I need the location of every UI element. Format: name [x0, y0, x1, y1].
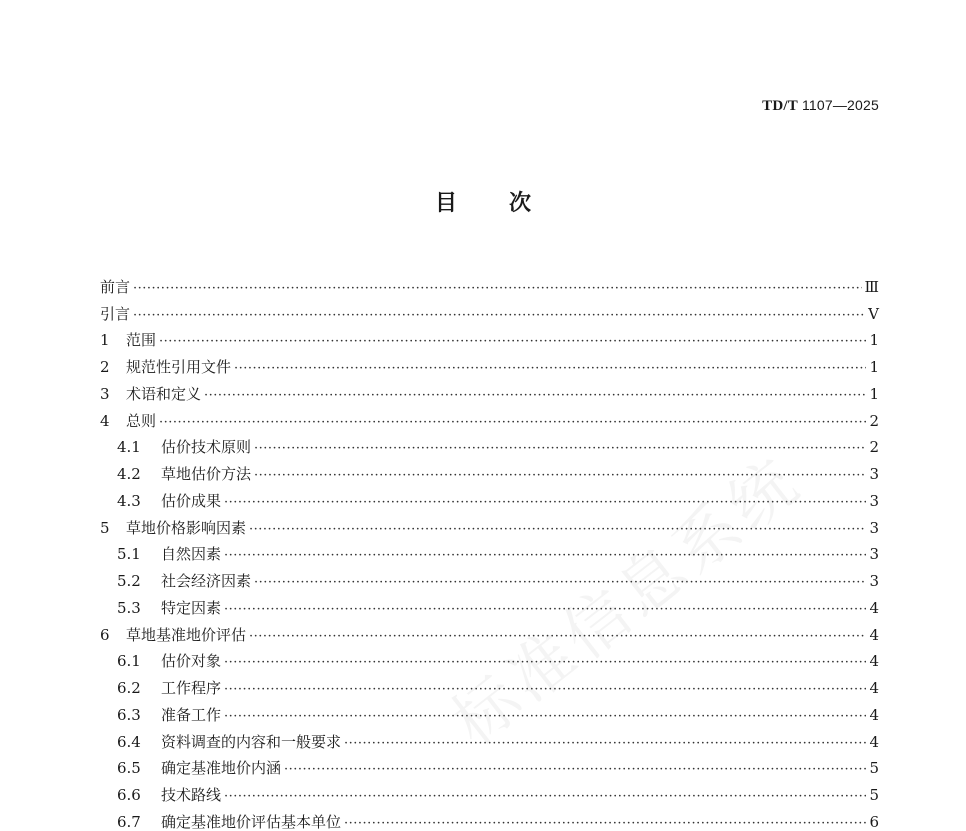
toc-entry[interactable]	[100, 509, 879, 536]
toc-leader-dots	[344, 737, 866, 750]
toc-entry-page: 4	[869, 705, 879, 724]
toc-leader-dots	[234, 362, 866, 375]
toc-entry-page: 4	[869, 625, 879, 644]
page-title: 目次	[434, 191, 583, 216]
toc-entry-number: 5.3	[117, 598, 141, 617]
toc-entry-page: 2	[869, 411, 879, 430]
toc-entry-number: 2	[100, 358, 110, 376]
toc-entry-label: 准备工作	[161, 705, 222, 724]
toc-entry[interactable]	[100, 322, 879, 349]
toc-entry-label: 前言	[100, 277, 131, 296]
toc-entry-label: 技术路线	[161, 786, 222, 804]
toc-entry[interactable]	[100, 696, 879, 723]
toc-entry-label: 确定基准地价内涵	[161, 759, 282, 778]
toc-entry-label: 草地估价方法	[161, 465, 252, 483]
toc-entry[interactable]	[100, 562, 879, 589]
toc-leader-dots	[224, 496, 866, 509]
toc-entry[interactable]	[100, 268, 879, 295]
document-number	[762, 97, 879, 115]
toc-entry[interactable]	[100, 455, 879, 482]
toc-entry[interactable]	[100, 669, 879, 696]
toc-entry-page: 2	[869, 438, 879, 457]
toc-entry-label: 社会经济因素	[161, 572, 252, 590]
toc-entry[interactable]	[100, 776, 879, 803]
toc-entry-page: 4	[869, 598, 879, 617]
toc-entry-number: 5	[100, 518, 110, 537]
toc-entry[interactable]	[100, 803, 879, 830]
toc-entry-page: 4	[869, 732, 879, 751]
toc-entry[interactable]	[100, 723, 879, 750]
toc-entry-label: 特定因素	[161, 598, 222, 617]
toc-entry-page: 3	[869, 465, 879, 483]
toc-entry-page: 3	[869, 518, 879, 537]
toc-entry-page: 4	[869, 679, 879, 697]
toc-entry[interactable]	[100, 643, 879, 670]
toc-leader-dots	[249, 630, 866, 643]
toc-entry-page: 3	[869, 545, 879, 564]
toc-entry-label: 总则	[126, 411, 157, 430]
toc-entry-number: 5.1	[117, 545, 141, 564]
toc-entry-label: 范围	[126, 331, 157, 350]
toc-entry-number: 6.3	[117, 705, 141, 724]
toc-entry-number: 6.4	[117, 732, 141, 751]
toc-leader-dots	[224, 549, 866, 562]
toc-entry-label: 规范性引用文件	[126, 358, 232, 376]
toc-entry-label: 草地基准地价评估	[126, 625, 247, 644]
toc-entry[interactable]	[100, 348, 879, 375]
toc-entry-number: 6	[100, 625, 110, 644]
toc-entry-label: 资料调查的内容和一般要求	[161, 732, 342, 751]
toc-entry-label: 确定基准地价评估基本单位	[161, 812, 342, 831]
toc-entry-page: 1	[869, 384, 879, 403]
toc-entry[interactable]	[100, 402, 879, 429]
toc-entry-page: Ⅲ	[864, 277, 879, 296]
toc-leader-dots	[254, 442, 866, 455]
toc-entry[interactable]	[100, 295, 879, 322]
toc-entry-number: 6.1	[117, 652, 141, 671]
toc-entry[interactable]	[100, 750, 879, 777]
toc-entry-number: 5.2	[117, 572, 141, 590]
watermark: 标准信息系统	[439, 443, 816, 761]
toc-entry-number: 4	[100, 411, 110, 430]
toc-leader-dots	[159, 416, 866, 429]
toc-entry-page: 3	[869, 572, 879, 590]
toc-leader-dots	[254, 576, 866, 589]
toc-entry-page: Ⅴ	[868, 304, 879, 323]
toc-leader-dots	[204, 389, 866, 402]
toc-entry[interactable]	[100, 375, 879, 402]
toc-leader-dots	[133, 309, 865, 322]
toc-entry-number: 3	[100, 384, 110, 403]
toc-entry-page: 5	[869, 786, 879, 804]
toc-entry[interactable]	[100, 429, 879, 456]
toc-entry-label: 工作程序	[161, 679, 222, 697]
toc-entry[interactable]	[100, 589, 879, 616]
toc-entry[interactable]	[100, 616, 879, 643]
toc-entry-label: 自然因素	[161, 545, 222, 564]
table-of-contents	[100, 268, 879, 830]
toc-entry-page: 1	[869, 358, 879, 376]
toc-entry-page: 4	[869, 652, 879, 671]
toc-entry-number: 4.3	[117, 491, 141, 510]
toc-entry-number: 6.2	[117, 679, 141, 697]
toc-leader-dots	[224, 656, 866, 669]
toc-leader-dots	[159, 335, 866, 348]
toc-entry-label: 术语和定义	[126, 384, 202, 403]
toc-leader-dots	[224, 603, 866, 616]
toc-entry[interactable]	[100, 482, 879, 509]
toc-leader-dots	[133, 282, 862, 295]
toc-entry-label: 估价技术原则	[161, 438, 252, 457]
toc-leader-dots	[224, 683, 866, 696]
toc-entry-page: 6	[869, 812, 879, 831]
toc-entry-page: 3	[869, 491, 879, 510]
toc-entry-number: 6.7	[117, 812, 141, 831]
toc-entry-number: 4.1	[117, 438, 141, 457]
toc-entry-label: 草地价格影响因素	[126, 518, 247, 537]
toc-entry-page: 5	[869, 759, 879, 778]
toc-entry-label: 估价成果	[161, 491, 222, 510]
toc-leader-dots	[249, 523, 866, 536]
toc-entry-number: 6.5	[117, 759, 141, 778]
toc-leader-dots	[254, 469, 866, 482]
toc-leader-dots	[224, 710, 866, 723]
toc-entry-number: 6.6	[117, 786, 141, 804]
toc-entry-number: 4.2	[117, 465, 141, 483]
toc-entry-label: 引言	[100, 304, 131, 323]
toc-leader-dots	[224, 790, 866, 803]
standard-code: TD/T	[762, 98, 798, 114]
toc-leader-dots	[344, 817, 866, 830]
toc-entry-label: 估价对象	[161, 652, 222, 671]
toc-entry-number: 1	[100, 331, 110, 350]
toc-entry[interactable]	[100, 536, 879, 563]
standard-number: 1107—2025	[801, 97, 879, 113]
toc-entry-page: 1	[869, 331, 879, 350]
toc-leader-dots	[284, 763, 866, 776]
